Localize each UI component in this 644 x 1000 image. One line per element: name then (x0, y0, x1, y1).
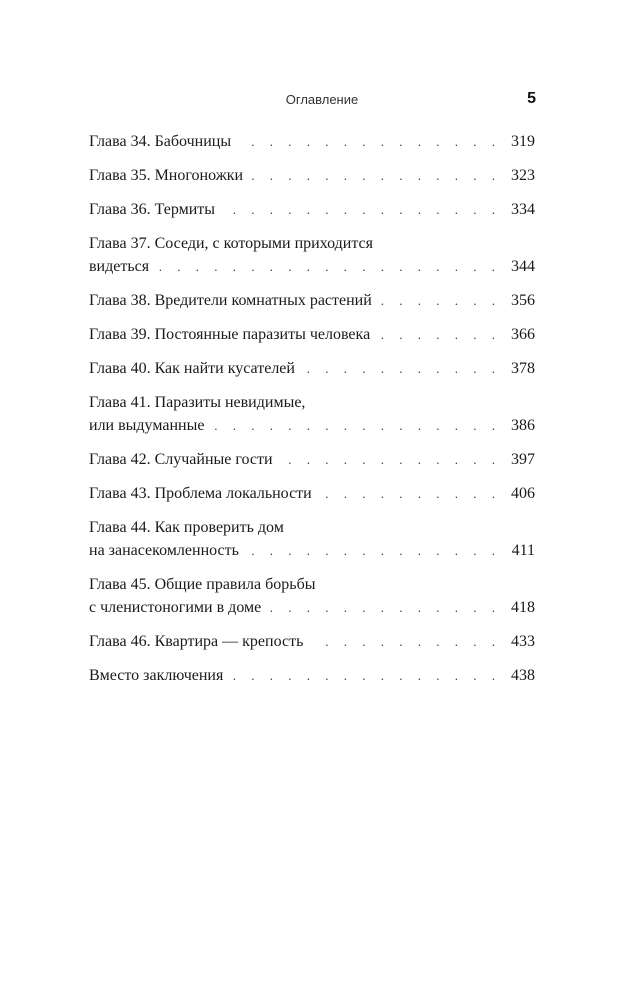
toc-entry (89, 517, 535, 561)
toc-line (89, 131, 535, 152)
toc-line (89, 415, 535, 436)
toc-entry-title: Глава 38. Вредители комнатных растений (89, 292, 372, 309)
toc-line (89, 597, 535, 618)
toc-page-number: 356 (511, 292, 535, 309)
toc-entry (89, 392, 535, 436)
toc-line (89, 540, 535, 561)
toc-page-number: 378 (511, 360, 535, 377)
toc-entry (89, 233, 535, 277)
dot-leader (380, 290, 501, 311)
toc-entry-title: Глава 44. Как проверить дом (89, 519, 284, 536)
toc-entry-title: Глава 36. Термиты (89, 201, 216, 218)
toc-entry (89, 574, 535, 618)
toc-entry-title: на занасекомленность (89, 542, 239, 559)
dot-leader (231, 665, 501, 686)
dot-leader (251, 165, 501, 186)
toc-entry (89, 165, 535, 186)
toc-entry-title: Глава 39. Постоянные паразиты человека (89, 326, 371, 343)
toc-entry (89, 199, 535, 220)
toc-page-number: 319 (511, 133, 535, 150)
toc-line (89, 517, 535, 538)
toc-entry-title: Глава 34. Бабочницы (89, 133, 232, 150)
toc-entry (89, 449, 535, 470)
dot-leader (269, 597, 501, 618)
running-title: Оглавление (285, 92, 359, 107)
toc-page-number: 438 (511, 667, 535, 684)
toc-entry-title: Глава 45. Общие правила борьбы (89, 576, 316, 593)
toc-entry (89, 324, 535, 345)
dot-leader (212, 415, 501, 436)
toc-entry (89, 665, 535, 686)
toc-line (89, 256, 535, 277)
toc-line (89, 290, 535, 311)
toc-page-number: 406 (511, 485, 535, 502)
toc-entry (89, 358, 535, 379)
dot-leader (223, 199, 501, 220)
toc-line (89, 165, 535, 186)
toc-page-number: 386 (511, 417, 535, 434)
toc-entry-title: Глава 35. Многоножки (89, 167, 244, 184)
dot-leader (311, 631, 501, 652)
toc-entry-title: с членистоногими в доме (89, 599, 262, 616)
toc-line (89, 392, 535, 413)
toc-line (89, 665, 535, 686)
page-number: 5 (527, 90, 536, 107)
dot-leader (281, 449, 501, 470)
toc-line (89, 199, 535, 220)
toc-entry-title: Глава 46. Квартира — крепость (89, 633, 304, 650)
toc-line (89, 631, 535, 652)
toc-entry (89, 631, 535, 652)
dot-leader (303, 358, 501, 379)
toc-page-number: 366 (511, 326, 535, 343)
toc-line (89, 233, 535, 254)
toc-entry (89, 483, 535, 504)
table-of-contents (89, 131, 535, 699)
toc-line (89, 324, 535, 345)
toc-entry-title: Глава 41. Паразиты невидимые, (89, 394, 306, 411)
toc-page-number: 397 (511, 451, 535, 468)
toc-entry-title: Глава 40. Как найти кусателей (89, 360, 295, 377)
toc-line (89, 449, 535, 470)
toc-page-number: 418 (511, 599, 535, 616)
toc-entry-title: Глава 37. Соседи, с которыми приходится (89, 235, 374, 252)
toc-page-number: 411 (511, 542, 535, 559)
toc-line (89, 574, 535, 595)
toc-entry (89, 290, 535, 311)
toc-page-number: 334 (511, 201, 535, 218)
dot-leader (157, 256, 501, 277)
toc-entry-title: видеться (89, 258, 150, 275)
dot-leader (247, 540, 501, 561)
toc-page-number: 344 (511, 258, 535, 275)
toc-line (89, 483, 535, 504)
dot-leader (239, 131, 501, 152)
dot-leader (378, 324, 501, 345)
toc-entry (89, 131, 535, 152)
toc-entry-title: Глава 43. Проблема локальности (89, 485, 312, 502)
dot-leader (320, 483, 501, 504)
toc-entry-title: Вместо заключения (89, 667, 224, 684)
running-header (0, 92, 644, 112)
toc-line (89, 358, 535, 379)
toc-entry-title: или выдуманные (89, 417, 205, 434)
toc-page-number: 323 (511, 167, 535, 184)
toc-entry-title: Глава 42. Случайные гости (89, 451, 273, 468)
toc-page-number: 433 (511, 633, 535, 650)
